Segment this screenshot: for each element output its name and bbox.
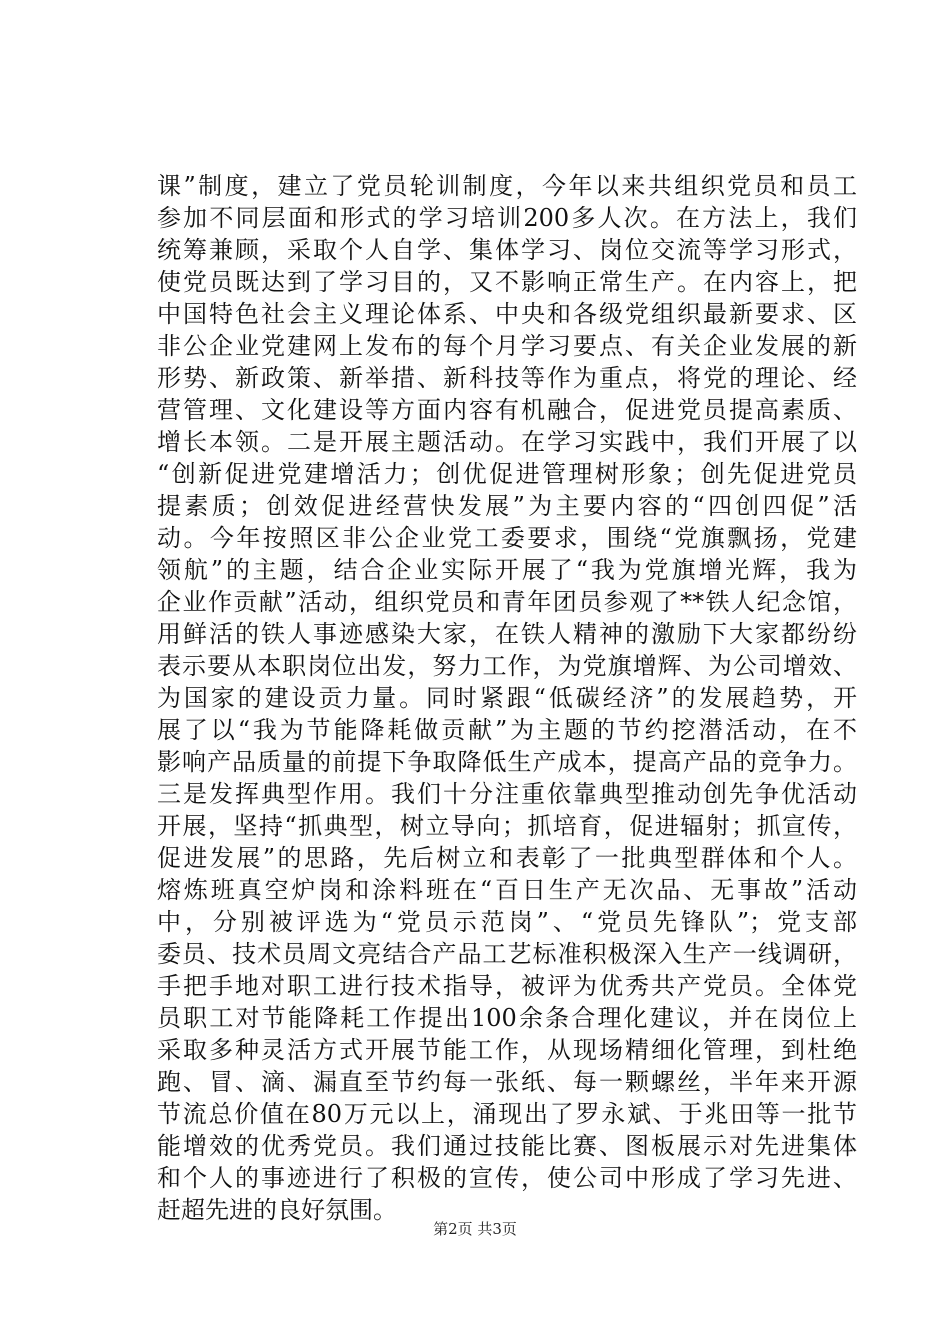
text-line: 中国特色社会主义理论体系、中央和各级党组织最新要求、区 — [157, 300, 857, 328]
text-line: 提素质；创效促进经营快发展”为主要内容的“四创四促”活 — [157, 492, 857, 520]
page-footer: 第2页 共3页 — [433, 1220, 517, 1238]
text-line: 开展，坚持“抓典型，树立导向；抓培育，促进辐射；抓宣传， — [157, 812, 857, 840]
text-line: 表示要从本职岗位出发，努力工作，为党旗增辉、为公司增效、 — [157, 652, 857, 680]
text-line: 课”制度，建立了党员轮训制度，今年以来共组织党员和员工 — [157, 172, 857, 200]
text-line: 统筹兼顾，采取个人自学、集体学习、岗位交流等学习形式， — [157, 236, 857, 264]
body-text — [157, 170, 857, 1226]
text-line: 参加不同层面和形式的学习培训200多人次。在方法上，我们 — [157, 204, 857, 232]
text-line: 节流总价值在80万元以上，涌现出了罗永斌、于兆田等一批节 — [157, 1100, 857, 1128]
text-line: 使党员既达到了学习目的，又不影响正常生产。在内容上，把 — [157, 268, 857, 296]
text-line: 非公企业党建网上发布的每个月学习要点、有关企业发展的新 — [157, 332, 857, 360]
text-line: 委员、技术员周文亮结合产品工艺标准积极深入生产一线调研， — [157, 940, 857, 968]
text-line: 采取多种灵活方式开展节能工作，从现场精细化管理，到杜绝 — [157, 1036, 857, 1064]
text-line: 营管理、文化建设等方面内容有机融合，促进党员提高素质、 — [157, 396, 857, 424]
text-line: 员职工对节能降耗工作提出100余条合理化建议，并在岗位上 — [157, 1004, 857, 1032]
text-line: 熔炼班真空炉岗和涂料班在“百日生产无次品、无事故”活动 — [157, 876, 857, 904]
text-line: 能增效的优秀党员。我们通过技能比赛、图板展示对先进集体 — [157, 1132, 857, 1160]
text-line: 跑、冒、滴、漏直至节约每一张纸、每一颗螺丝，半年来开源 — [157, 1068, 857, 1096]
text-line: 促进发展”的思路，先后树立和表彰了一批典型群体和个人。 — [157, 844, 857, 872]
text-line: 形势、新政策、新举措、新科技等作为重点，将党的理论、经 — [157, 364, 857, 392]
text-line: 中，分别被评选为“党员示范岗”、“党员先锋队”；党支部 — [157, 908, 857, 936]
text-line: 展了以“我为节能降耗做贡献”为主题的节约挖潜活动，在不 — [157, 716, 857, 744]
text-line: 手把手地对职工进行技术指导，被评为优秀共产党员。全体党 — [157, 972, 857, 1000]
text-line: “创新促进党建增活力；创优促进管理树形象；创先促进党员 — [157, 460, 857, 488]
text-line: 为国家的建设贡力量。同时紧跟“低碳经济”的发展趋势，开 — [157, 684, 857, 712]
text-line: 三是发挥典型作用。我们十分注重依靠典型推动创先争优活动 — [157, 780, 857, 808]
text-line: 影响产品质量的前提下争取降低生产成本，提高产品的竞争力。 — [157, 748, 857, 776]
text-line: 企业作贡献”活动，组织党员和青年团员参观了**铁人纪念馆， — [157, 588, 857, 616]
text-line: 动。今年按照区非公企业党工委要求，围绕“党旗飘扬，党建 — [157, 524, 857, 552]
text-line: 领航”的主题，结合企业实际开展了“我为党旗增光辉，我为 — [157, 556, 857, 584]
text-line: 用鲜活的铁人事迹感染大家，在铁人精神的激励下大家都纷纷 — [157, 620, 857, 648]
text-line: 和个人的事迹进行了积极的宣传，使公司中形成了学习先进、 — [157, 1164, 857, 1192]
text-line: 赶超先进的良好氛围。 — [157, 1196, 397, 1224]
text-line: 增长本领。二是开展主题活动。在学习实践中，我们开展了以 — [157, 428, 857, 456]
